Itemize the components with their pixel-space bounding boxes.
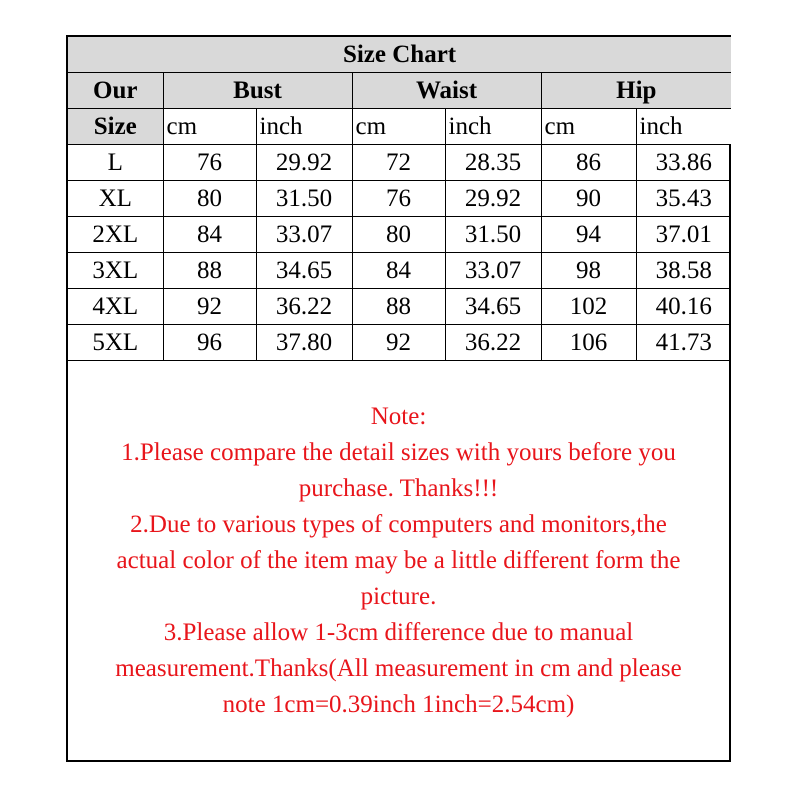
waist-inch-value: 29.92 xyxy=(445,181,541,217)
waist-cm-value: 92 xyxy=(352,325,445,361)
bust-cm-value: 80 xyxy=(163,181,256,217)
size-label: 4XL xyxy=(68,289,163,325)
waist-inch-value: 33.07 xyxy=(445,253,541,289)
note-line: 3.Please allow 1-3cm difference due to manual xyxy=(163,619,634,646)
hip-cm-value: 90 xyxy=(541,181,636,217)
hip-cm-value: 86 xyxy=(541,145,636,181)
bust-inch-value: 29.92 xyxy=(256,145,352,181)
hip-cm-value: 94 xyxy=(541,217,636,253)
hip-inch-value: 33.86 xyxy=(636,145,731,181)
waist-header: Waist xyxy=(352,73,541,109)
size-label: 5XL xyxy=(68,325,163,361)
size-header-line2: Size xyxy=(68,109,163,145)
header-row xyxy=(68,73,731,109)
hip-header: Hip xyxy=(541,73,731,109)
hip-inch-value: 41.73 xyxy=(636,325,731,361)
hip-cm-value: 106 xyxy=(541,325,636,361)
size-chart-frame xyxy=(66,35,731,762)
bust-cm-value: 88 xyxy=(163,253,256,289)
waist-cm-value: 72 xyxy=(352,145,445,181)
size-label: 3XL xyxy=(68,253,163,289)
bust-inch-value: 34.65 xyxy=(256,253,352,289)
table-row xyxy=(68,181,731,217)
note-line: 1.Please compare the detail sizes with yours before you xyxy=(121,439,676,466)
note-line: note 1cm=0.39inch 1inch=2.54cm) xyxy=(222,691,575,718)
table-row xyxy=(68,325,731,361)
waist-cm-value: 80 xyxy=(352,217,445,253)
note-line: picture. xyxy=(360,583,437,610)
bust-cm-value: 76 xyxy=(163,145,256,181)
table-row xyxy=(68,145,731,181)
title-row xyxy=(68,37,731,73)
bust-inch-value: 36.22 xyxy=(256,289,352,325)
waist-inch-value: 28.35 xyxy=(445,145,541,181)
note-heading: Note: xyxy=(370,403,427,430)
unit-row xyxy=(68,109,731,145)
bust-cm-value: 92 xyxy=(163,289,256,325)
hip-inch-value: 35.43 xyxy=(636,181,731,217)
bust-cm-value: 84 xyxy=(163,217,256,253)
waist-inch-value: 36.22 xyxy=(445,325,541,361)
unit-bust-cm: cm xyxy=(163,109,256,145)
hip-inch-value: 38.58 xyxy=(636,253,731,289)
size-label: 2XL xyxy=(68,217,163,253)
waist-cm-value: 84 xyxy=(352,253,445,289)
note-line: 2.Due to various types of computers and monitors,the xyxy=(130,511,667,538)
table-row xyxy=(68,289,731,325)
size-chart-table xyxy=(68,37,731,361)
waist-cm-value: 88 xyxy=(352,289,445,325)
chart-title: Size Chart xyxy=(68,37,731,73)
waist-cm-value: 76 xyxy=(352,181,445,217)
unit-hip-cm: cm xyxy=(541,109,636,145)
bust-inch-value: 31.50 xyxy=(256,181,352,217)
note-line: measurement.Thanks(All measurement in cm and please xyxy=(115,655,682,682)
table-row xyxy=(68,217,731,253)
note-line: purchase. Thanks!!! xyxy=(298,475,499,502)
bust-inch-value: 33.07 xyxy=(256,217,352,253)
bust-inch-value: 37.80 xyxy=(256,325,352,361)
hip-cm-value: 98 xyxy=(541,253,636,289)
note-section xyxy=(68,361,729,723)
note-line: actual color of the item may be a little different form the xyxy=(116,547,681,574)
unit-waist-cm: cm xyxy=(352,109,445,145)
waist-inch-value: 34.65 xyxy=(445,289,541,325)
hip-inch-value: 37.01 xyxy=(636,217,731,253)
unit-waist-inch: inch xyxy=(445,109,541,145)
size-label: L xyxy=(68,145,163,181)
unit-hip-inch: inch xyxy=(636,109,731,145)
table-row xyxy=(68,253,731,289)
unit-bust-inch: inch xyxy=(256,109,352,145)
size-header-line1: Our xyxy=(68,73,163,109)
hip-cm-value: 102 xyxy=(541,289,636,325)
size-label: XL xyxy=(68,181,163,217)
waist-inch-value: 31.50 xyxy=(445,217,541,253)
hip-inch-value: 40.16 xyxy=(636,289,731,325)
bust-header: Bust xyxy=(163,73,352,109)
bust-cm-value: 96 xyxy=(163,325,256,361)
